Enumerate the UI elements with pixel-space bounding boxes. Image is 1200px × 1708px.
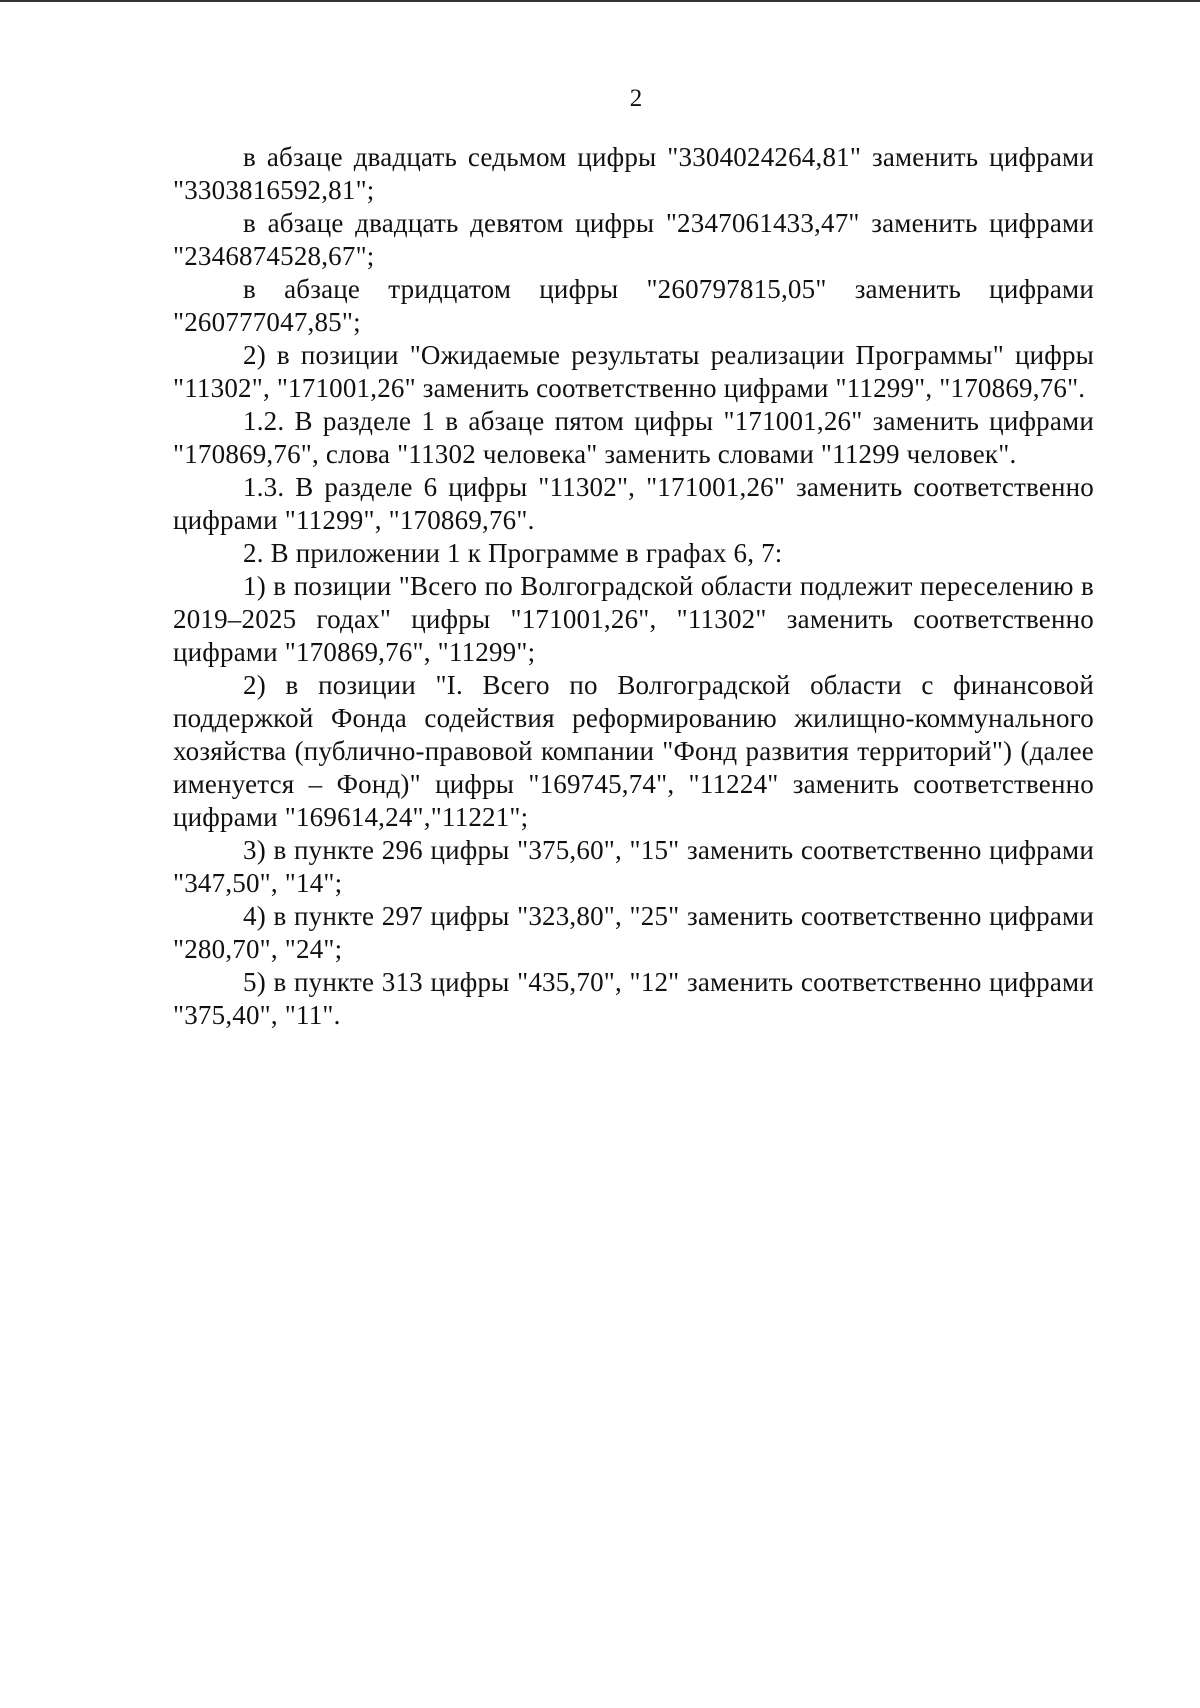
paragraph-item-2: 2) в позиции "I. Всего по Волгоградской области с финансовой поддержкой Фонда содействия реформированию жилищно-коммунального хозяйства (публично-правовой компании "Фонд развития территорий") (далее именуется – Фонд)" цифры "169745,74", "11224" заменить соответственно цифрами "169614,24","11221"; — [173, 670, 1094, 832]
paragraph-item-1: 1) в позиции "Всего по Волгоградской области подлежит переселению в 2019–2025 годах" цифры "171001,26", "11302" заменить соответственно цифрами "170869,76", "11299"; — [173, 571, 1094, 667]
paragraph-item-5: 5) в пункте 313 цифры "435,70", "12" заменить соответственно цифрами "375,40", "11". — [173, 967, 1094, 1030]
paragraph-abzac-30: в абзаце тридцатом цифры "260797815,05" заменить цифрами "260777047,85"; — [173, 274, 1094, 337]
paragraph-item-3: 3) в пункте 296 цифры "375,60", "15" заменить соответственно цифрами "347,50", "14"; — [173, 835, 1094, 898]
paragraph-expected-results: 2) в позиции "Ожидаемые результаты реализации Программы" цифры "11302", "171001,26" заменить соответственно цифрами "11299", "170869,76". — [173, 340, 1094, 403]
paragraph-abzac-27: в абзаце двадцать седьмом цифры "3304024264,81" заменить цифрами "3303816592,81"; — [173, 142, 1094, 205]
paragraph-abzac-29: в абзаце двадцать девятом цифры "2347061433,47" заменить цифрами "2346874528,67"; — [173, 208, 1094, 271]
page-number: 2 — [629, 85, 643, 112]
paragraph-section-1-3: 1.3. В разделе 6 цифры "11302", "171001,26" заменить соответственно цифрами "11299", "170869,76". — [173, 472, 1094, 535]
paragraph-section-1-2: 1.2. В разделе 1 в абзаце пятом цифры "171001,26" заменить цифрами "170869,76", слова "11302 человека" заменить словами "11299 человек". — [173, 406, 1094, 469]
paragraph-item-4: 4) в пункте 297 цифры "323,80", "25" заменить соответственно цифрами "280,70", "24"; — [173, 901, 1094, 964]
document-body — [173, 141, 1094, 1032]
paragraph-appendix-1: 2. В приложении 1 к Программе в графах 6, 7: — [243, 538, 783, 568]
page-top-edge — [0, 0, 1200, 2]
